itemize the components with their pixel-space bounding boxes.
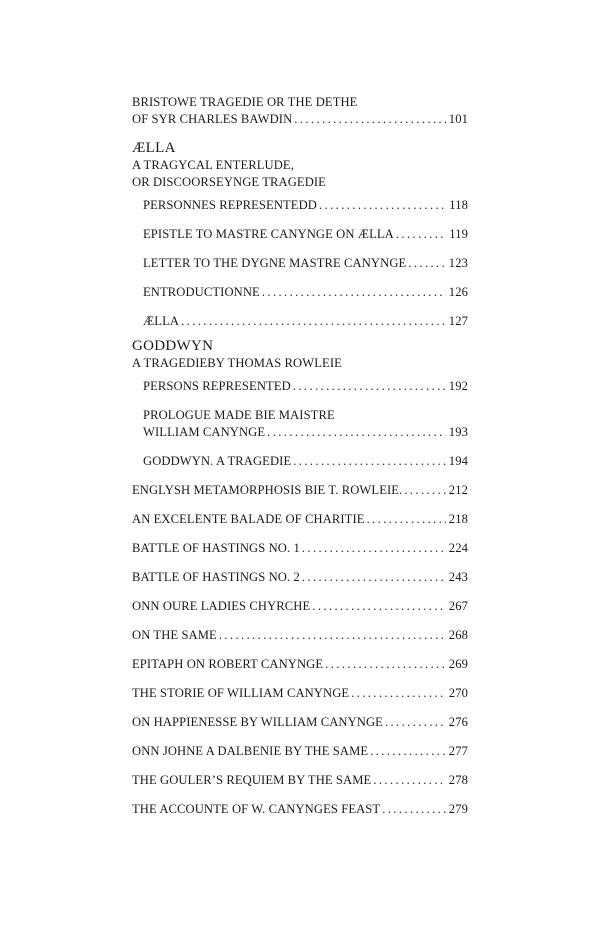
dot-leader	[382, 801, 446, 818]
dot-leader	[373, 772, 445, 789]
dot-leader	[302, 540, 446, 557]
dot-leader	[396, 226, 446, 243]
dot-leader	[370, 743, 446, 760]
toc-entry[interactable]	[132, 540, 468, 557]
toc-page-number: 224	[448, 541, 468, 555]
dot-leader	[262, 284, 446, 301]
toc-entry[interactable]	[132, 801, 468, 818]
toc-entry[interactable]	[143, 407, 468, 441]
toc-entry-title: GODDWYN. A TRAGEDIE	[143, 454, 292, 468]
toc-entry[interactable]	[132, 598, 468, 615]
toc-entry[interactable]	[143, 226, 468, 243]
section-subtitle: OR DISCOORSEYNGE TRAGEDIE	[132, 175, 326, 189]
toc-section-goddwyn	[132, 338, 468, 470]
section-subtitle: A TRAGEDIEBY THOMAS ROWLEIE	[132, 356, 342, 370]
toc-entry-title: THE GOULER’S REQUIEM BY THE SAME	[132, 773, 372, 787]
toc-section-aella	[132, 140, 468, 330]
toc-entry-title: ON THE SAME	[132, 628, 217, 642]
toc-entry[interactable]	[132, 627, 468, 644]
toc-entry-title: BATTLE OF HASTINGS NO. 1	[132, 541, 300, 555]
toc-entry-title-line1: BRISTOWE TRAGEDIE OR THE DETHE	[132, 95, 358, 109]
dot-leader	[404, 482, 445, 499]
toc-entry[interactable]	[132, 569, 468, 586]
toc-page-number: 212	[448, 483, 468, 497]
toc-page-number: 127	[448, 314, 468, 328]
dot-leader	[267, 424, 446, 441]
toc-entry[interactable]	[143, 378, 468, 395]
toc-entry-title: ONN OURE LADIES CHYRCHE	[132, 599, 311, 613]
toc-entry[interactable]	[143, 453, 468, 470]
toc-entry[interactable]	[132, 685, 468, 702]
toc-entry-title: ENTRODUCTIONNE	[143, 285, 260, 299]
dot-leader	[408, 255, 445, 272]
toc-entry-title: OF SYR CHARLES BAWDIN	[132, 112, 293, 126]
toc-entry-title: WILLIAM CANYNGE	[143, 425, 266, 439]
toc-entry-title: THE STORIE OF WILLIAM CANYNGE	[132, 686, 350, 700]
toc-page-number: 279	[448, 802, 468, 816]
toc-page-number: 278	[448, 773, 468, 787]
dot-leader	[325, 656, 446, 673]
toc-entry-title: ENGLYSH METAMORPHOSIS BIE T. ROWLEIE.	[132, 483, 403, 497]
toc-entry[interactable]	[143, 255, 468, 272]
toc-page-number: 277	[448, 744, 468, 758]
toc-entry-title: PERSONNES REPRESENTEDD	[143, 198, 317, 212]
toc-entry[interactable]	[132, 511, 468, 528]
section-subtitle: A TRAGYCAL ENTERLUDE,	[132, 158, 294, 172]
toc-page-number: 194	[448, 454, 468, 468]
toc-entry[interactable]	[143, 197, 468, 214]
dot-leader	[294, 111, 446, 128]
toc-page-number: 101	[448, 112, 468, 126]
toc-entry-title: AN EXCELENTE BALADE OF CHARITIE	[132, 512, 365, 526]
toc-entry-title: ONN JOHNE A DALBENIE BY THE SAME	[132, 744, 369, 758]
toc-entry-title: ON HAPPIENESSE BY WILLIAM CANYNGE	[132, 715, 383, 729]
toc-page-number: 270	[448, 686, 468, 700]
toc-page-number: 118	[449, 198, 468, 212]
dot-leader	[367, 511, 446, 528]
toc-page-number: 243	[448, 570, 468, 584]
table-of-contents	[132, 94, 468, 830]
section-heading: ÆLLA	[132, 140, 176, 156]
toc-entry-title-line1: PROLOGUE MADE BIE MAISTRE	[143, 408, 335, 422]
toc-page-number: 267	[448, 599, 468, 613]
dot-leader	[351, 685, 446, 702]
toc-page-number: 193	[448, 425, 468, 439]
toc-page-number: 192	[448, 379, 468, 393]
dot-leader	[312, 598, 446, 615]
toc-entry-title: EPITAPH ON ROBERT CANYNGE	[132, 657, 324, 671]
toc-page-number: 218	[448, 512, 468, 526]
toc-entry[interactable]	[132, 656, 468, 673]
dot-leader	[319, 197, 446, 214]
dot-leader	[219, 627, 446, 644]
dot-leader	[385, 714, 446, 731]
toc-page-number: 126	[448, 285, 468, 299]
toc-page-number: 269	[448, 657, 468, 671]
toc-page-number: 268	[448, 628, 468, 642]
dot-leader	[181, 313, 446, 330]
toc-page-number: 119	[449, 227, 468, 241]
toc-entry[interactable]	[143, 284, 468, 301]
toc-entry-title: ÆLLA	[143, 314, 180, 328]
toc-entry-bristowe-tragedie[interactable]	[132, 94, 468, 128]
toc-page-number: 123	[448, 256, 468, 270]
dot-leader	[293, 378, 446, 395]
toc-entry[interactable]	[143, 313, 468, 330]
toc-entry-title: BATTLE OF HASTINGS NO. 2	[132, 570, 300, 584]
dot-leader	[302, 569, 446, 586]
toc-entry-title: EPISTLE TO MASTRE CANYNGE ON ÆLLA	[143, 227, 394, 241]
toc-entry-title: PERSONS REPRESENTED	[143, 379, 291, 393]
section-heading: GODDWYN	[132, 338, 214, 354]
toc-entry[interactable]	[132, 772, 468, 789]
toc-entry[interactable]	[132, 743, 468, 760]
toc-entry-title: LETTER TO THE DYGNE MASTRE CANYNGE	[143, 256, 407, 270]
toc-page-number: 276	[448, 715, 468, 729]
toc-entry[interactable]	[132, 714, 468, 731]
toc-entry-title: THE ACCOUNTE OF W. CANYNGES FEAST	[132, 802, 381, 816]
dot-leader	[293, 453, 446, 470]
toc-entry[interactable]	[132, 482, 468, 499]
